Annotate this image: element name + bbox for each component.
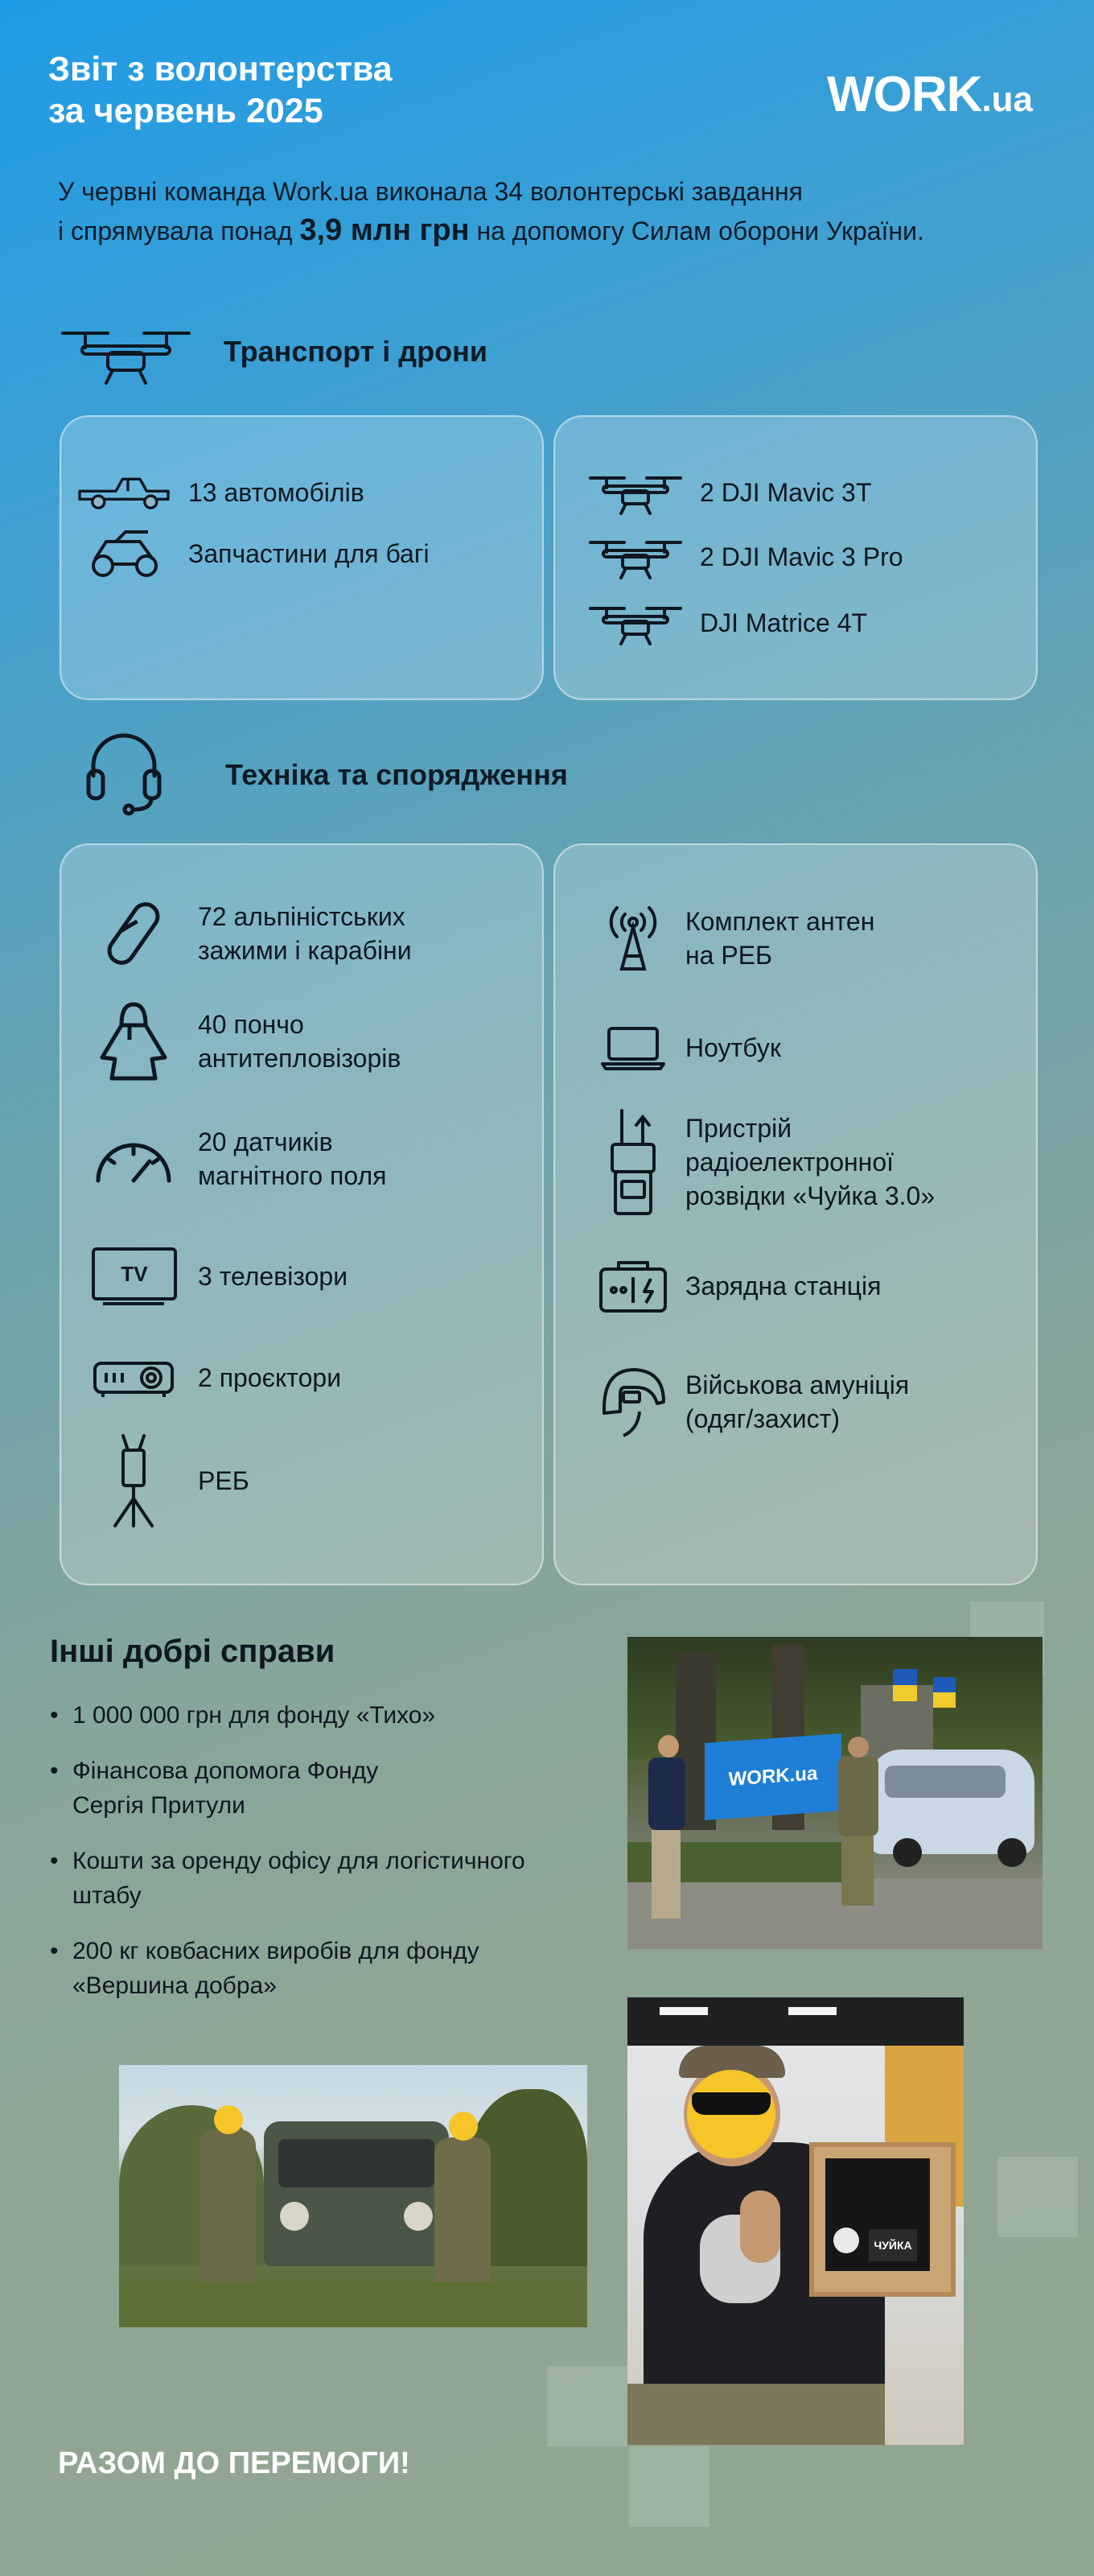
list-item: • 200 кг ковбасних виробів для фонду «Вершина добра» [50,1934,613,2003]
helmet-icon [597,1362,669,1442]
projector-label: 2 проєктори [198,1363,342,1392]
drone-label-mavic-3t: 2 DJI Mavic 3T [700,478,872,507]
poncho-item [85,1008,401,1075]
drone-item-mavic-3pro [587,525,903,589]
tv-item [85,1244,348,1309]
jammer-label: РЕБ [198,1466,249,1495]
vehicles-label: 13 автомобілів [188,478,364,507]
military-gear-item [597,1362,909,1442]
radio-recon-label: Пристрій радіоелектронної розвідки «Чуйка 3.0» [685,1114,936,1210]
drone-icon [587,591,684,655]
drone-icon [587,525,684,589]
photo-banner-handover [627,1637,1043,1949]
list-item: • Фінансова допомога Фонду Сергія Притули [50,1754,613,1823]
drone-icon [587,460,684,525]
carabiner-icon [85,901,182,966]
decorative-square [997,2157,1078,2237]
charging-station-item [597,1254,881,1318]
decorative-square [547,2366,627,2446]
charging-station-icon [597,1254,669,1318]
buggy-parts-label: Запчастини для багі [188,539,430,568]
drone-item-mavic-3t [587,460,871,525]
projector-icon [85,1346,182,1410]
pickup-truck-icon [76,460,172,525]
carabiner-item [85,900,412,967]
title-line-2: за червень 2025 [48,92,323,130]
poncho-label: 40 пончо антитепловізорів [198,1010,401,1073]
decorative-square [629,2446,709,2527]
laptop-label: Ноутбук [685,1033,781,1062]
carabiner-label: 72 альпіністських зажими і карабіни [198,902,412,965]
headset-icon [84,729,164,818]
photo-man-with-device [627,1997,964,2445]
equipment-heading: Техніка та спорядження [225,758,568,791]
gauge-icon [85,1127,182,1191]
drone-label-matrice-4t: DJI Matrice 4T [700,608,868,637]
buggy-icon [76,521,172,586]
intro-text [58,172,1047,250]
list-item: • 1 000 000 грн для фонду «Тихо» [50,1698,613,1733]
footer-slogan: РАЗОМ ДО ПЕРЕМОГИ! [58,2446,410,2480]
emoji-face [449,2112,478,2141]
poncho-icon [85,1009,182,1074]
emoji-face [214,2105,243,2134]
laptop-icon [597,1016,669,1080]
projector-item [85,1346,341,1410]
drone-item-matrice-4t [587,591,867,655]
vehicles-item [76,460,364,525]
sunglasses-icon [692,2092,771,2115]
laptop-item [597,1016,781,1080]
magnetic-sensor-label: 20 датчиків магнітного поля [198,1127,387,1190]
tripod-jammer-icon [85,1449,182,1513]
other-deeds-list [50,1698,613,2024]
charging-station-label: Зарядна станція [685,1272,882,1300]
antenna-label: Комплект антен на РЕБ [685,907,875,970]
photo-soldiers-vehicle [119,2065,587,2327]
antenna-item [597,905,874,972]
amount-highlight: 3,9 млн грн [299,213,470,247]
device-box-label: ЧУЙКА [869,2229,917,2261]
title-line-1: Звіт з волонтерства [48,50,393,89]
radio-device-icon [597,1106,669,1218]
page-title [48,48,393,132]
antenna-icon [597,906,669,971]
military-gear-label: Військова амуніція (одяг/захист) [685,1370,910,1433]
transport-heading: Транспорт і дрони [224,335,487,368]
tv-icon-label: TV [92,1247,177,1300]
drone-label-mavic-3pro: 2 DJI Mavic 3 Pro [700,542,903,571]
magnetic-sensor-item [85,1125,386,1193]
intro-line-1: У червні команда Work.ua виконала 34 волонтерські завдання [58,177,803,206]
tv-label: 3 телевізори [198,1262,348,1291]
drone-section-icon [60,322,192,386]
intro-line-2: і спрямувала понад 3,9 млн грн на допомогу Силам оборони України. [58,213,924,247]
banner-flag: WORK.ua [705,1733,841,1820]
buggy-parts-item [76,521,430,586]
list-item: • Кошти за оренду офісу для логістичного штабу [50,1844,613,1913]
radio-recon-item [597,1106,935,1218]
work-ua-logo[interactable]: WORK.ua [827,67,1033,122]
tv-icon [85,1244,182,1309]
other-deeds-heading: Інші добрі справи [50,1634,335,1669]
jammer-item [85,1449,249,1513]
